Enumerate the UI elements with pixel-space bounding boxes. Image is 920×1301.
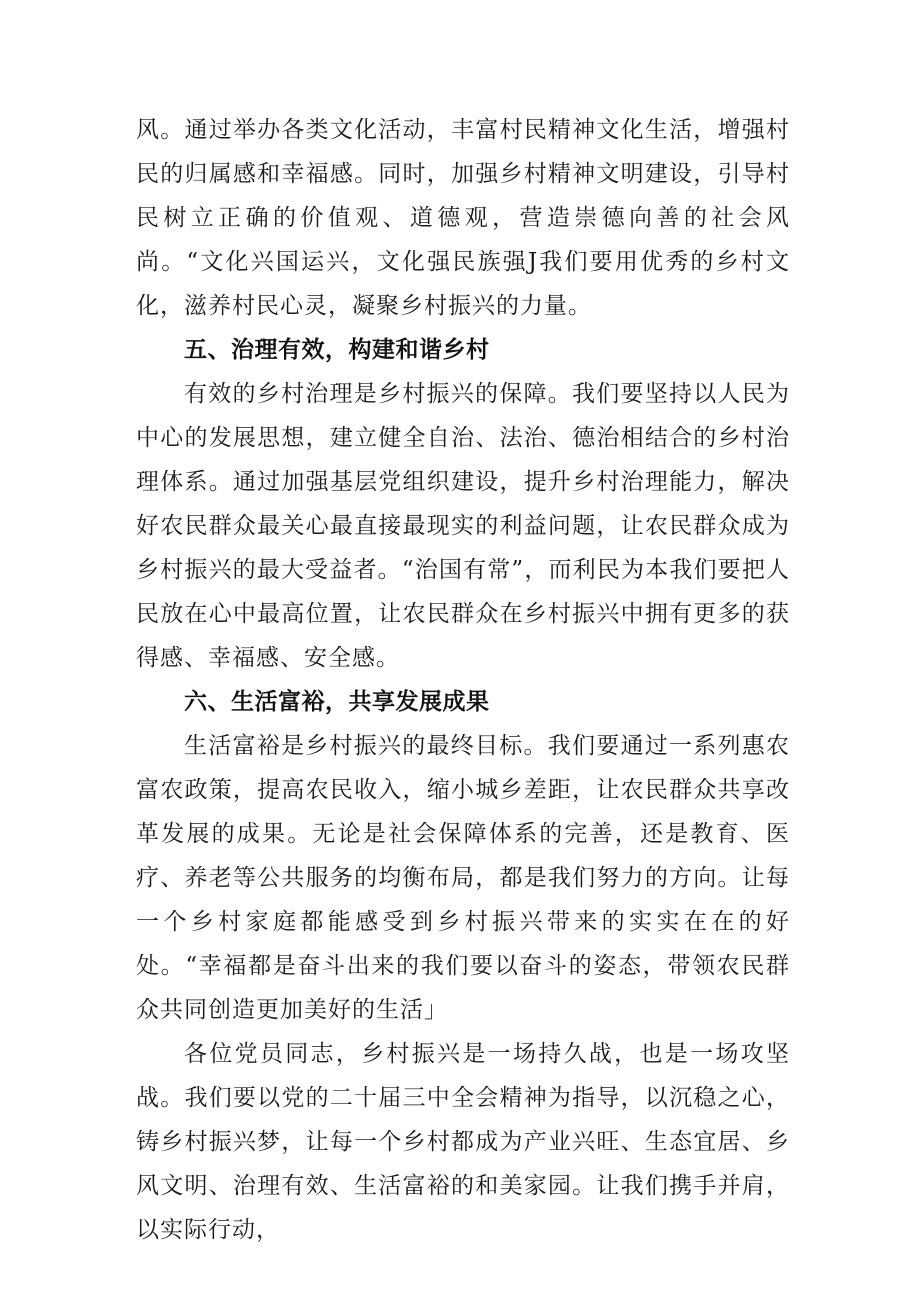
section-heading-governance: 五、治理有效，构建和谐乡村 (184, 337, 490, 363)
paragraph-governance: 有效的乡村治理是乡村振兴的保障。我们要坚持以人民为中心的发展思想，建立健全自治、法治、德治相结合的乡村治理体系。通过加强基层党组织建设，提升乡村治理能力，解决好农民群众最关心最直接最现实的利益问题，让农民群众成为乡村振兴的最大受益者。“治国有常”，而利民为本我们要把人民放在心中最高位置，让农民群众在乡村振兴中拥有更多的获得感、幸福感、安全感。 (136, 381, 790, 671)
paragraph-closing: 各位党员同志，乡村振兴是一场持久战，也是一场攻坚战。我们要以党的二十届三中全会精神为指导，以沉稳之心，铸乡村振兴梦，让每一个乡村都成为产业兴旺、生态宜居、乡风文明、治理有效、生活富裕的和美家园。让我们携手并肩，以实际行动， (136, 1041, 790, 1243)
paragraph-prosperity: 生活富裕是乡村振兴的最终目标。我们要通过一系列惠农富农政策，提高农民收入，缩小城乡差距，让农民群众共享改革发展的成果。无论是社会保障体系的完善，还是教育、医疗、养老等公共服务的均衡布局，都是我们努力的方向。让每一个乡村家庭都能感受到乡村振兴带来的实实在在的好处。“幸福都是奋斗出来的我们要以奋斗的姿态，带领农民群众共同创造更加美好的生活」 (136, 733, 790, 1023)
paragraph-culture-continued: 风。通过举办各类文化活动，丰富村民精神文化生活，增强村民的归属感和幸福感。同时，加强乡村精神文明建设，引导村民树立正确的价值观、道德观，营造崇德向善的社会风尚。“文化兴国运兴，文化强民族强J我们要用优秀的乡村文化，滋养村民心灵，凝聚乡村振兴的力量。 (136, 117, 790, 319)
document-body (136, 108, 790, 1252)
section-heading-prosperity: 六、生活富裕，共享发展成果 (184, 689, 490, 715)
